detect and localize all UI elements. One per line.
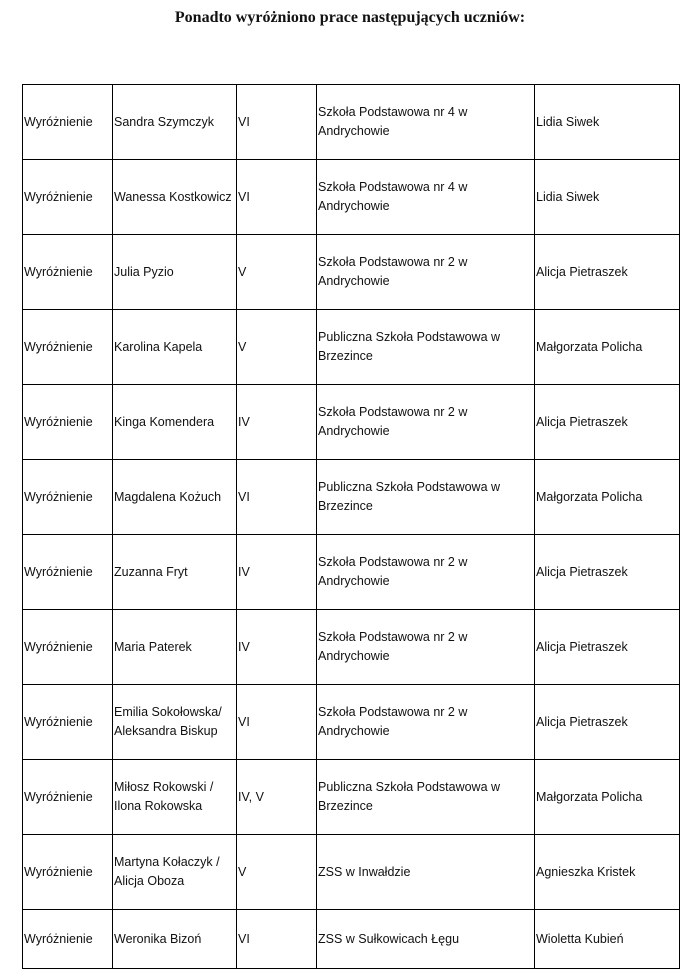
page-title: Ponadto wyróżniono prace następujących uczniów: (174, 9, 526, 26)
student-cell: Zuzanna Fryt (113, 535, 237, 610)
table-row (23, 610, 680, 685)
award-cell: Wyróżnienie (23, 160, 113, 235)
class-cell: V (237, 835, 317, 910)
awards-table (22, 84, 680, 969)
student-cell: Emilia Sokołowska/ Aleksandra Biskup (113, 685, 237, 760)
student-cell: Maria Paterek (113, 610, 237, 685)
table-row (23, 385, 680, 460)
table-row (23, 835, 680, 910)
class-cell: V (237, 310, 317, 385)
school-cell: Szkoła Podstawowa nr 4 w Andrychowie (317, 160, 535, 235)
school-cell: Szkoła Podstawowa nr 2 w Andrychowie (317, 535, 535, 610)
class-cell: VI (237, 160, 317, 235)
class-cell: IV (237, 610, 317, 685)
teacher-cell: Lidia Siwek (535, 85, 680, 160)
teacher-cell: Alicja Pietraszek (535, 235, 680, 310)
student-cell: Weronika Bizoń (113, 910, 237, 969)
table-row (23, 910, 680, 969)
teacher-cell: Lidia Siwek (535, 160, 680, 235)
student-cell: Karolina Kapela (113, 310, 237, 385)
student-cell: Wanessa Kostkowicz (113, 160, 237, 235)
class-cell: IV (237, 535, 317, 610)
award-cell: Wyróżnienie (23, 460, 113, 535)
class-cell: V (237, 235, 317, 310)
student-cell: Kinga Komendera (113, 385, 237, 460)
teacher-cell: Alicja Pietraszek (535, 610, 680, 685)
award-cell: Wyróżnienie (23, 310, 113, 385)
award-cell: Wyróżnienie (23, 835, 113, 910)
school-cell: Publiczna Szkoła Podstawowa w Brzezince (317, 760, 535, 835)
school-cell: ZSS w Sułkowicach Łęgu (317, 910, 535, 969)
student-cell: Julia Pyzio (113, 235, 237, 310)
award-cell: Wyróżnienie (23, 610, 113, 685)
teacher-cell: Agnieszka Kristek (535, 835, 680, 910)
class-cell: IV, V (237, 760, 317, 835)
student-cell: Miłosz Rokowski / Ilona Rokowska (113, 760, 237, 835)
school-cell: Szkoła Podstawowa nr 2 w Andrychowie (317, 385, 535, 460)
table-row (23, 85, 680, 160)
school-cell: Szkoła Podstawowa nr 2 w Andrychowie (317, 610, 535, 685)
teacher-cell: Małgorzata Policha (535, 760, 680, 835)
teacher-cell: Małgorzata Policha (535, 460, 680, 535)
school-cell: Publiczna Szkoła Podstawowa w Brzezince (317, 460, 535, 535)
table-row (23, 535, 680, 610)
table-row (23, 160, 680, 235)
award-cell: Wyróżnienie (23, 385, 113, 460)
table-row (23, 760, 680, 835)
teacher-cell: Alicja Pietraszek (535, 535, 680, 610)
award-cell: Wyróżnienie (23, 760, 113, 835)
table-row (23, 310, 680, 385)
teacher-cell: Małgorzata Policha (535, 310, 680, 385)
student-cell: Sandra Szymczyk (113, 85, 237, 160)
school-cell: Szkoła Podstawowa nr 2 w Andrychowie (317, 685, 535, 760)
class-cell: IV (237, 385, 317, 460)
award-cell: Wyróżnienie (23, 85, 113, 160)
award-cell: Wyróżnienie (23, 685, 113, 760)
student-cell: Magdalena Kożuch (113, 460, 237, 535)
teacher-cell: Wioletta Kubień (535, 910, 680, 969)
award-cell: Wyróżnienie (23, 535, 113, 610)
class-cell: VI (237, 460, 317, 535)
award-cell: Wyróżnienie (23, 910, 113, 969)
table-row (23, 685, 680, 760)
award-cell: Wyróżnienie (23, 235, 113, 310)
teacher-cell: Alicja Pietraszek (535, 685, 680, 760)
class-cell: VI (237, 910, 317, 969)
school-cell: Publiczna Szkoła Podstawowa w Brzezince (317, 310, 535, 385)
school-cell: Szkoła Podstawowa nr 2 w Andrychowie (317, 235, 535, 310)
teacher-cell: Alicja Pietraszek (535, 385, 680, 460)
student-cell: Martyna Kołaczyk / Alicja Oboza (113, 835, 237, 910)
table-row (23, 235, 680, 310)
table-row (23, 460, 680, 535)
class-cell: VI (237, 85, 317, 160)
school-cell: ZSS w Inwałdzie (317, 835, 535, 910)
class-cell: VI (237, 685, 317, 760)
school-cell: Szkoła Podstawowa nr 4 w Andrychowie (317, 85, 535, 160)
